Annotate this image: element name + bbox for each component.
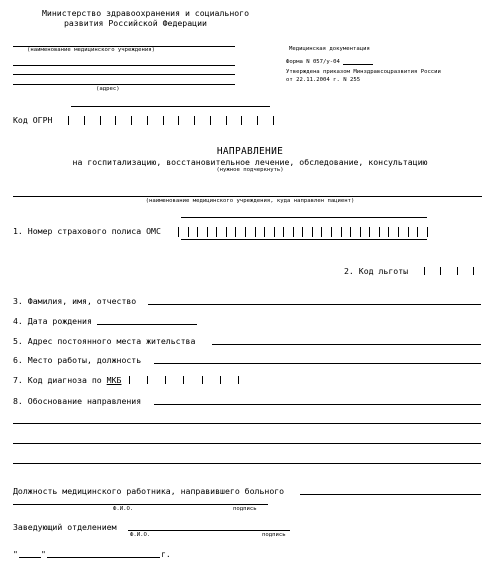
policy-bottom-line [181,239,427,240]
doctor-position-label: Должность медицинского работника, направившего больного [13,486,285,496]
doctor-sign-line[interactable] [13,504,268,505]
benefit-code-cells[interactable] [424,266,474,276]
form-info-line-4: от 22.11.2004 г. N 255 [286,77,361,83]
policy-label: 1. Номер страхового полиса ОМС [13,226,161,236]
diagnosis-code-label: 7. Код диагноза по МКБ [13,375,122,385]
date-close-quote: " [41,549,46,559]
form-info-line-1: Медицинская документация [289,46,370,52]
ogrn-label: Код ОГРН [13,115,53,125]
diagnosis-code-cells[interactable] [129,375,239,385]
date-day-field[interactable] [19,557,41,558]
doctor-sign-caption: подпись [233,506,257,512]
target-institution-caption: (наименование медицинского учреждения, куда направлен пациент) [145,198,355,204]
date-month-field[interactable] [47,557,160,558]
underline-note: (нужное подчеркнуть) [216,167,284,173]
org-name-caption: (наименование медицинского учреждения) [27,47,155,53]
form-info-line-2: Форма N 057/у-04 [286,59,340,65]
full-name-field[interactable] [148,304,481,305]
ogrn-top-line [71,106,270,107]
birth-date-label: 4. Дата рождения [13,316,92,326]
head-fio-caption: Ф.И.О. [130,532,151,538]
address-field[interactable] [212,344,481,345]
target-institution-line[interactable] [13,196,482,197]
justification-line-4[interactable] [13,463,481,464]
doctor-fio-caption: Ф.И.О. [113,506,134,512]
org-extra-line-1[interactable] [13,65,235,66]
full-name-label: 3. Фамилия, имя, отчество [13,296,137,306]
form-subtitle: на госпитализацию, восстановительное лечение, обследование, консультацию [72,157,428,167]
address-caption: (адрес) [96,86,120,92]
org-extra-line-2[interactable] [13,74,235,75]
benefit-code-label: 2. Код льготы [344,266,409,276]
ogrn-cells[interactable] [68,115,274,126]
date-year-suffix: г. [161,549,171,559]
policy-top-line [181,217,427,218]
address-line[interactable] [13,84,235,85]
doctor-position-field[interactable] [300,494,481,495]
date-open-quote: " [13,549,18,559]
form-info-line-3: Утверждена приказом Минздравсоцразвития России [286,69,441,75]
head-of-department-field[interactable] [128,530,290,531]
workplace-field[interactable] [154,363,481,364]
justification-line-2[interactable] [13,423,481,424]
ministry-line-2: развития Российской Федерации [64,18,207,28]
head-of-department-label: Заведующий отделением [13,522,117,532]
address-label: 5. Адрес постоянного места жительства [13,336,196,346]
justification-field[interactable] [154,404,481,405]
head-sign-caption: подпись [262,532,286,538]
form-title: НАПРАВЛЕНИЕ [216,146,284,157]
justification-label: 8. Обоснование направления [13,396,142,406]
justification-line-3[interactable] [13,443,481,444]
birth-date-field[interactable] [97,324,197,325]
ministry-line-1: Министерство здравоохранения и социального [42,8,250,18]
form-number-underline [343,64,373,65]
policy-number-cells[interactable] [178,226,428,238]
workplace-label: 6. Место работы, должность [13,355,142,365]
mkb-link[interactable]: МКБ [106,375,122,385]
